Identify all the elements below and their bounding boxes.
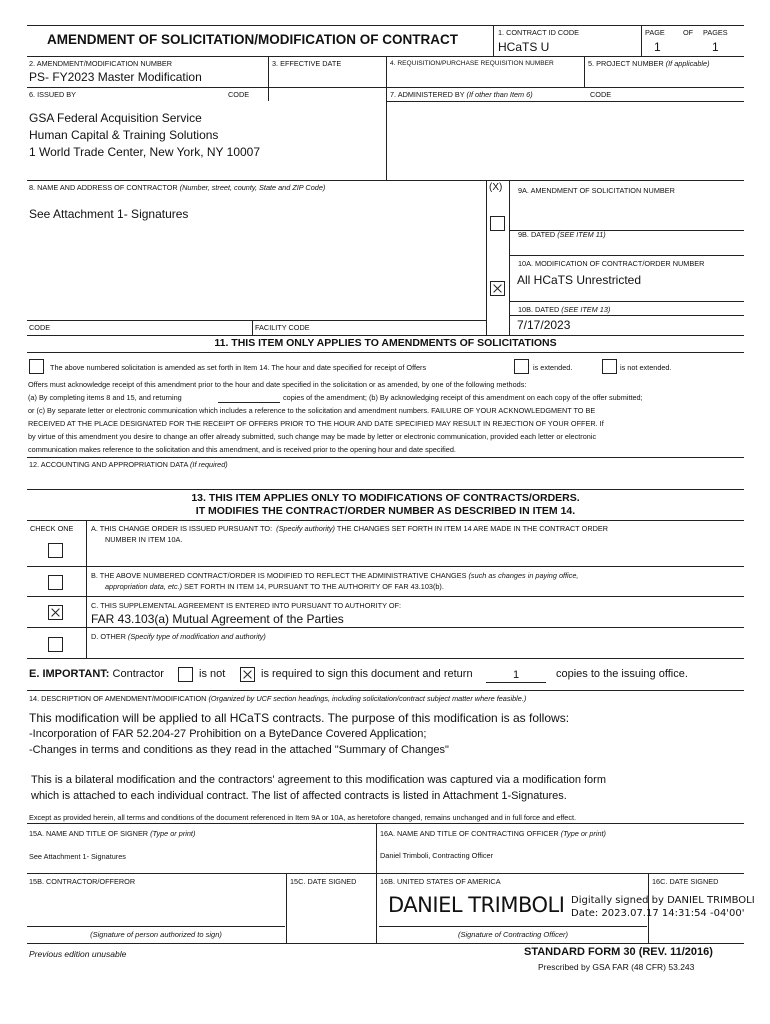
is-not-label: is not xyxy=(199,668,226,680)
rule xyxy=(286,873,287,943)
rule xyxy=(27,658,744,659)
item13c-checkbox[interactable] xyxy=(48,605,63,620)
label-15a-note: (Type or print) xyxy=(150,829,196,838)
issued-by-label: 6. ISSUED BY xyxy=(29,90,77,99)
rule xyxy=(27,926,285,927)
rule xyxy=(268,87,269,101)
label-15c: 15C. DATE SIGNED xyxy=(290,877,357,886)
digital-signature[interactable]: DANIEL TRIMBOLI xyxy=(388,893,565,917)
item13c-value: FAR 43.103(a) Mutual Agreement of the Parties xyxy=(91,612,344,626)
not-extended-checkbox[interactable] xyxy=(602,359,617,374)
amendment-number-value: PS- FY2023 Master Modification xyxy=(29,70,202,84)
important-label xyxy=(29,668,164,680)
item11-p4: RECEIVED AT THE PLACE DESIGNATED FOR THE RECEIPT OF OFFERS PRIOR TO THE HOUR AND DATE SPECIFIED MAY RESULT IN REJECTION OF YOUR OFFER. If xyxy=(28,419,604,428)
pages-label: PAGES xyxy=(703,28,728,37)
project-number-label xyxy=(588,59,710,68)
project-label-text: 5. PROJECT NUMBER xyxy=(588,59,664,68)
rule xyxy=(27,489,744,490)
item13b-checkbox[interactable] xyxy=(48,575,63,590)
is-required-checkbox[interactable] xyxy=(240,667,255,682)
contractor-label xyxy=(29,183,325,192)
contractor-label-note: (Number, street, county, State and ZIP Code) xyxy=(179,183,326,192)
rule xyxy=(509,301,744,302)
signature-person-caption: (Signature of person authorized to sign) xyxy=(90,930,222,939)
check-one-label: CHECK ONE xyxy=(30,524,74,533)
prescribed-by: Prescribed by GSA FAR (48 CFR) 53.243 xyxy=(538,962,695,972)
item11-p3: or (c) By separate letter or electronic communication which includes a reference to the solicitation and amendment numbers. FAILURE OF YOUR ACKNOWLEDGMENT TO BE xyxy=(28,406,596,415)
item11-line1: The above numbered solicitation is amended as set forth in Item 14. The hour and date specified for receipt of Offers xyxy=(50,363,427,372)
item13a-line1 xyxy=(91,524,608,533)
value-10a: All HCaTS Unrestricted xyxy=(517,273,642,287)
item13-heading-2: IT MODIFIES THE CONTRACT/ORDER NUMBER AS DESCRIBED IN ITEM 14. xyxy=(195,505,576,517)
rule xyxy=(27,823,744,824)
requisition-label: 4. REQUISITION/PURCHASE REQUISITION NUMBER xyxy=(390,60,554,67)
issuer-line-2: Human Capital & Training Solutions xyxy=(29,128,219,142)
pages-count: 1 xyxy=(712,40,719,54)
page-number: 1 xyxy=(654,40,661,54)
important-title: E. IMPORTANT: xyxy=(29,668,110,680)
item11-heading: 11. THIS ITEM ONLY APPLIES TO AMENDMENTS OF SOLICITATIONS xyxy=(214,337,557,349)
label-16b: 16B. UNITED STATES OF AMERICA xyxy=(380,877,501,886)
item14-label xyxy=(29,694,526,703)
item13b-note-2: appropriation data, etc.) xyxy=(105,582,183,591)
rule xyxy=(27,335,744,336)
label-15a xyxy=(29,829,195,838)
rule xyxy=(376,823,377,943)
item13d-line1 xyxy=(91,632,266,641)
item14-line5: which is attached to each individual contract. The list of affected contracts is listed in Attachment 1-Signatures. xyxy=(31,790,567,802)
value-15a: See Attachment 1- Signatures xyxy=(29,852,126,861)
item14-label-text: 14. DESCRIPTION OF AMENDMENT/MODIFICATION xyxy=(29,694,207,703)
is-not-checkbox[interactable] xyxy=(178,667,193,682)
rule xyxy=(509,315,744,316)
label-16c: 16C. DATE SIGNED xyxy=(652,877,719,886)
rule xyxy=(27,596,744,597)
item12-label-note: (If required) xyxy=(189,460,228,469)
item13d-text: D. OTHER xyxy=(91,632,126,641)
item11-p6: communication makes reference to the solicitation and this amendment, and is received prior to the opening hour and date specified. xyxy=(28,445,456,454)
label-9a: 9A. AMENDMENT OF SOLICITATION NUMBER xyxy=(518,186,675,195)
item14-except: Except as provided herein, all terms and conditions of the document referenced in Item 9A or 10A, as heretofore changed, remains unchanged and in full force and effect. xyxy=(29,813,577,822)
rule xyxy=(379,926,647,927)
label-10b-note: (SEE ITEM 13) xyxy=(561,305,611,314)
rule xyxy=(86,520,87,658)
amendment-number-label: 2. AMENDMENT/MODIFICATION NUMBER xyxy=(29,59,172,68)
administered-code-label: CODE xyxy=(590,90,612,99)
digital-signature-line1: Digitally signed by DANIEL TRIMBOLI xyxy=(571,895,755,906)
item13b-line2 xyxy=(105,582,444,591)
rule xyxy=(386,56,387,180)
page-label: PAGE xyxy=(645,28,665,37)
rule xyxy=(27,520,744,521)
rule xyxy=(27,690,744,691)
digital-signature-line2: Date: 2023.07.17 14:31:54 -04'00' xyxy=(571,908,745,919)
administered-label-text: 7. ADMINISTERED BY xyxy=(390,90,465,99)
extended-label: is extended. xyxy=(533,363,573,372)
item14-line4: This is a bilateral modification and the contractors' agreement to this modification was captured via a modification form xyxy=(31,774,606,786)
item13b-note: (such as changes in paying office, xyxy=(468,571,579,580)
copies-text: copies to the issuing office. xyxy=(556,668,688,680)
rule xyxy=(27,320,486,321)
contractor-value: See Attachment 1- Signatures xyxy=(29,207,189,221)
value-16a: Daniel Trimboli, Contracting Officer xyxy=(380,851,494,860)
label-10b xyxy=(518,305,610,314)
item14-line3: -Changes in terms and conditions as they read in the attached "Summary of Changes" xyxy=(29,744,449,756)
rule xyxy=(584,56,585,87)
rule xyxy=(27,25,744,26)
copies-value: 1 xyxy=(486,668,546,683)
contract-id-label: 1. CONTRACT ID CODE xyxy=(498,28,579,37)
form-number: STANDARD FORM 30 (REV. 11/2016) xyxy=(524,946,713,958)
item11-checkbox[interactable] xyxy=(29,359,44,374)
rule xyxy=(27,873,744,874)
rule xyxy=(27,627,744,628)
rule xyxy=(268,56,269,87)
effective-date-label: 3. EFFECTIVE DATE xyxy=(272,59,342,68)
item14-line2: -Incorporation of FAR 52.204-27 Prohibition on a ByteDance Covered Application; xyxy=(29,728,427,740)
rule xyxy=(386,101,744,102)
item13d-checkbox[interactable] xyxy=(48,637,63,652)
rule xyxy=(27,180,744,181)
item13b-line1 xyxy=(91,571,578,580)
of-label: OF xyxy=(683,28,694,37)
item13a-text-b: THE CHANGES SET FORTH IN ITEM 14 ARE MADE IN THE CONTRACT ORDER xyxy=(336,524,608,533)
rule xyxy=(27,457,744,458)
rule xyxy=(27,943,744,944)
item14-line1: This modification will be applied to all HCaTS contracts. The purpose of this modification is as follows: xyxy=(29,711,570,725)
label-15b: 15B. CONTRACTOR/OFFEROR xyxy=(29,877,136,886)
issuer-line-3: 1 World Trade Center, New York, NY 10007 xyxy=(29,145,261,159)
not-extended-label: is not extended. xyxy=(620,363,672,372)
contract-id-value: HCaTS U xyxy=(498,40,550,54)
item13a-note: (Specify authority) xyxy=(276,524,335,533)
issuer-line-1: GSA Federal Acquisition Service xyxy=(29,111,202,125)
rule xyxy=(486,180,487,335)
item13-heading-1: 13. THIS ITEM APPLIES ONLY TO MODIFICATIONS OF CONTRACTS/ORDERS. xyxy=(191,492,580,504)
form-title: AMENDMENT OF SOLICITATION/MODIFICATION OF CONTRACT xyxy=(47,32,458,47)
item14-label-note: (Organized by UCF section headings, including solicitation/contract subject matter where feasible.) xyxy=(208,694,527,703)
item12-label xyxy=(29,460,228,469)
item13b-text-2: SET FORTH IN ITEM 14, PURSUANT TO THE AUTHORITY OF FAR 43.103(b). xyxy=(184,582,444,591)
rule xyxy=(493,25,494,56)
facility-code-label: FACILITY CODE xyxy=(255,323,310,332)
rule xyxy=(641,25,642,56)
label-10a: 10A. MODIFICATION OF CONTRACT/ORDER NUMBER xyxy=(518,259,705,268)
item11-p5: by virtue of this amendment you desire to change an offer already submitted, such change may be made by letter or electronic communication, provided each letter or electronic xyxy=(28,432,597,441)
item13a-checkbox[interactable] xyxy=(48,543,63,558)
rule xyxy=(252,320,253,335)
contractor-label-text: 8. NAME AND ADDRESS OF CONTRACTOR xyxy=(29,183,178,192)
administered-label-note: (If other than Item 6) xyxy=(466,90,533,99)
label-16a xyxy=(380,829,606,838)
x-column-label: (X) xyxy=(489,182,503,193)
project-label-note: (If applicable) xyxy=(665,59,710,68)
checkbox-9[interactable] xyxy=(490,216,505,231)
rule xyxy=(27,566,744,567)
item13c-line1: C. THIS SUPPLEMENTAL AGREEMENT IS ENTERED INTO PURSUANT TO AUTHORITY OF: xyxy=(91,601,402,610)
label-9b-note: (SEE ITEM 11) xyxy=(557,230,606,239)
label-9b xyxy=(518,230,606,239)
item13a-line2: NUMBER IN ITEM 10A. xyxy=(105,535,183,544)
label-15a-text: 15A. NAME AND TITLE OF SIGNER xyxy=(29,829,149,838)
item11-p1: Offers must acknowledge receipt of this amendment prior to the hour and date specified in the solicitation or as amended, by one of the following methods: xyxy=(28,380,527,389)
is-required-label: is required to sign this document and return xyxy=(261,668,473,680)
issued-code-label: CODE xyxy=(228,90,250,99)
rule xyxy=(509,180,510,335)
value-10b: 7/17/2023 xyxy=(517,318,571,332)
rule xyxy=(509,255,744,256)
previous-edition: Previous edition unusable xyxy=(29,949,127,959)
rule xyxy=(27,352,744,353)
item13a-text: A. THIS CHANGE ORDER IS ISSUED PURSUANT TO: xyxy=(91,524,273,533)
copies-blank xyxy=(218,402,280,403)
item13d-note: (Specify type of modification and authority) xyxy=(127,632,266,641)
item12-label-text: 12. ACCOUNTING AND APPROPRIATION DATA xyxy=(29,460,188,469)
extended-checkbox[interactable] xyxy=(514,359,529,374)
checkbox-10[interactable] xyxy=(490,281,505,296)
label-16a-text: 16A. NAME AND TITLE OF CONTRACTING OFFICER xyxy=(380,829,559,838)
contractor-code-label: CODE xyxy=(29,323,51,332)
administered-by-label xyxy=(390,90,533,99)
important-contractor: Contractor xyxy=(112,668,164,680)
label-9b-text: 9B. DATED xyxy=(518,230,556,239)
label-16a-note: (Type or print) xyxy=(560,829,606,838)
item11-p2b: copies of the amendment; (b) By acknowledging receipt of this amendment on each copy of the offer submitted; xyxy=(283,393,643,402)
item11-p2a: (a) By completing items 8 and 15, and returning xyxy=(28,393,182,402)
signature-officer-caption: (Signature of Contracting Officer) xyxy=(457,930,569,939)
item13b-text: B. THE ABOVE NUMBERED CONTRACT/ORDER IS MODIFIED TO REFLECT THE ADMINISTRATIVE CHANGES xyxy=(91,571,467,580)
label-10b-text: 10B. DATED xyxy=(518,305,560,314)
